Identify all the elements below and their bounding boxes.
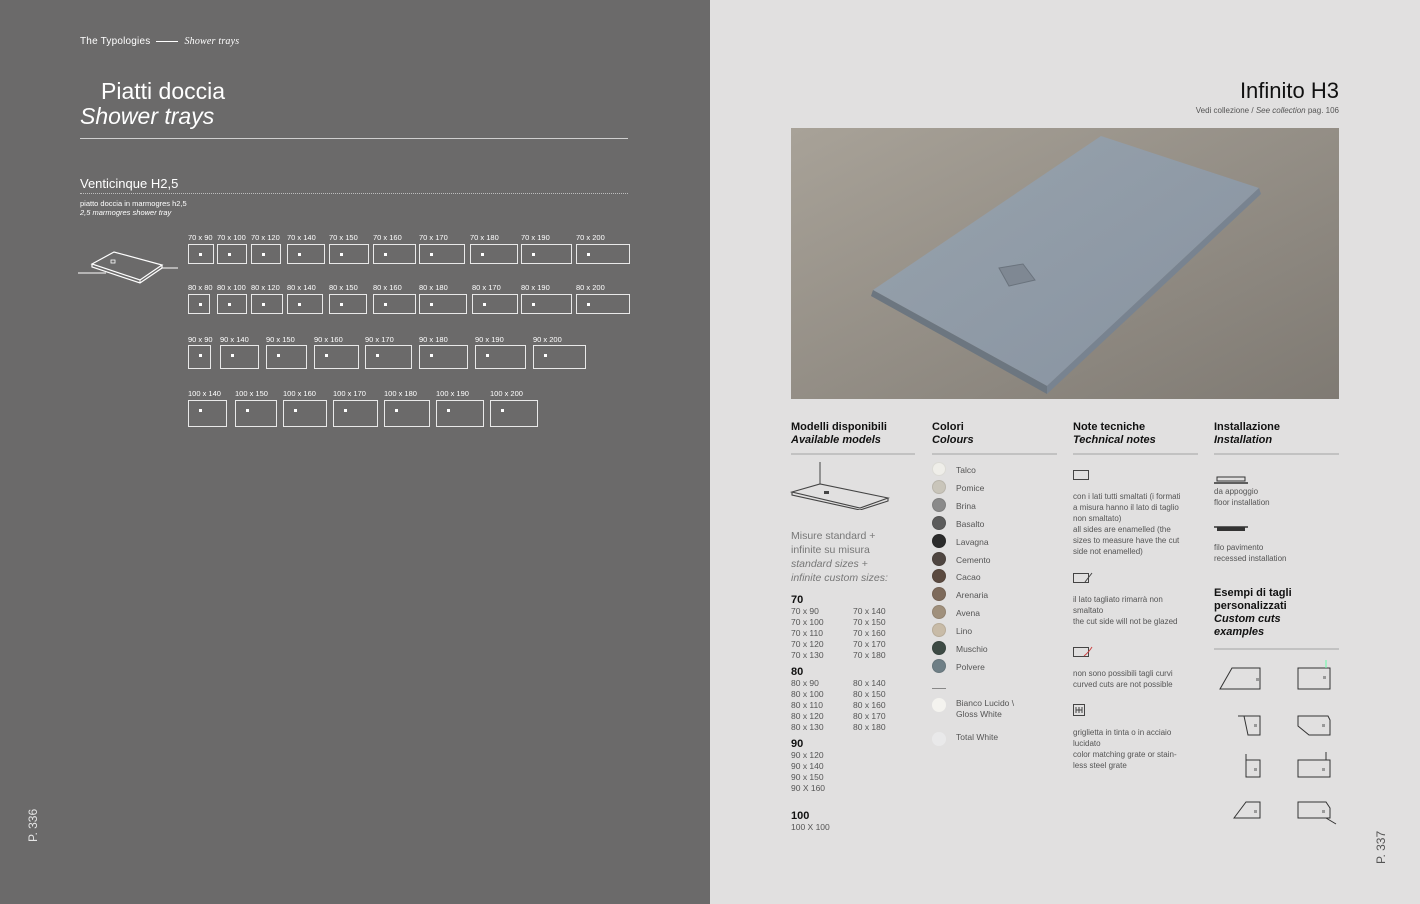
colour-swatch xyxy=(932,587,946,601)
note-cut-side xyxy=(1073,594,1203,627)
size-label: 70 x 180 xyxy=(470,233,499,242)
size-value: 80 x 150 xyxy=(853,689,886,699)
note-grate xyxy=(1073,727,1203,771)
page-number: P. 336 xyxy=(26,808,40,842)
note-line: da appoggio xyxy=(1214,487,1259,496)
colour-swatch xyxy=(932,534,946,548)
product-photo xyxy=(791,128,1339,399)
size-box xyxy=(188,244,214,264)
notes-heading-it: Note tecniche xyxy=(1073,421,1146,433)
colour-swatch-gloss xyxy=(932,732,946,746)
colour-name-gloss: Bianco Lucido \ Gloss White xyxy=(956,698,1015,719)
size-box xyxy=(533,345,586,369)
install-column xyxy=(1214,421,1339,455)
colours-divider xyxy=(932,453,1057,455)
size-group-label: 90 xyxy=(791,738,804,750)
size-value: 70 x 120 xyxy=(791,639,824,649)
tray-model-icon xyxy=(790,458,890,510)
size-label: 90 x 180 xyxy=(419,335,448,344)
note-line: il lato tagliato rimarrà non xyxy=(1073,595,1163,604)
note-line: color matching grate or stain- xyxy=(1073,750,1177,759)
size-label: 100 x 160 xyxy=(283,389,316,398)
size-label: 90 x 150 xyxy=(266,335,295,344)
note-line: non sono possibili tagli curvi xyxy=(1073,669,1173,678)
size-box xyxy=(235,400,277,427)
custom-cuts-it-1: Esempi di tagli xyxy=(1214,587,1292,599)
size-value: 70 x 140 xyxy=(853,606,886,616)
size-group xyxy=(791,738,921,794)
size-value: 70 x 170 xyxy=(853,639,886,649)
size-box xyxy=(329,294,367,314)
size-box xyxy=(521,294,572,314)
size-label: 90 x 190 xyxy=(475,335,504,344)
size-box xyxy=(188,400,227,427)
size-group-label: 80 xyxy=(791,666,804,678)
colour-swatch xyxy=(932,516,946,530)
cut-side-icon xyxy=(1073,572,1093,584)
models-heading-en: Available models xyxy=(791,434,881,446)
size-group xyxy=(791,666,921,733)
note-line: side not enamelled) xyxy=(1073,547,1143,556)
page-title-it: Piatti doccia xyxy=(101,78,226,104)
colour-name: Muschio xyxy=(956,644,988,654)
note-line: recessed installation xyxy=(1214,554,1287,563)
size-label: 80 x 170 xyxy=(472,283,501,292)
custom-cuts-en-2: examples xyxy=(1214,626,1265,638)
size-label: 80 x 150 xyxy=(329,283,358,292)
size-label: 100 x 150 xyxy=(235,389,268,398)
size-label: 70 x 160 xyxy=(373,233,402,242)
size-box xyxy=(217,244,247,264)
size-value: 70 x 180 xyxy=(853,650,886,660)
size-box xyxy=(521,244,572,264)
note-line: griglietta in tinta o in acciaio xyxy=(1073,728,1172,737)
size-box xyxy=(314,345,359,369)
size-label: 100 x 200 xyxy=(490,389,523,398)
note-curved-cut xyxy=(1073,668,1203,690)
size-value: 80 x 120 xyxy=(791,711,824,721)
size-box xyxy=(384,400,430,427)
sizes-intro-it-1: Misure standard + xyxy=(791,530,876,542)
size-box xyxy=(365,345,412,369)
colour-name: Lavagna xyxy=(956,536,989,547)
colour-name-gloss: Total White xyxy=(956,732,999,742)
size-group-label: 70 xyxy=(791,594,804,606)
page-title-en: Shower trays xyxy=(80,103,215,129)
size-box xyxy=(220,345,259,369)
size-value: 70 x 110 xyxy=(791,628,823,638)
note-line: non smaltato) xyxy=(1073,514,1122,523)
colour-swatch xyxy=(932,552,946,566)
size-group xyxy=(791,810,921,833)
colour-name: Polvere xyxy=(956,661,985,672)
sizes-intro-en-1: standard sizes + xyxy=(791,558,868,570)
colour-swatch xyxy=(932,605,946,619)
size-group-label: 100 xyxy=(791,810,810,822)
colour-name: Cemento xyxy=(956,554,991,565)
size-value: 70 x 130 xyxy=(791,650,824,660)
size-value: 90 X 160 xyxy=(791,783,826,793)
sizes-intro-it-2: infinite su misura xyxy=(791,544,870,556)
see-collection-en: See collection xyxy=(1255,106,1306,115)
size-box xyxy=(419,345,468,369)
size-label: 100 x 140 xyxy=(188,389,221,398)
size-value: 80 x 180 xyxy=(853,722,886,732)
size-value: 70 x 160 xyxy=(853,628,886,638)
size-label: 80 x 200 xyxy=(576,283,605,292)
size-box xyxy=(472,294,518,314)
right-page xyxy=(710,0,1420,904)
size-value: 70 x 100 xyxy=(791,617,824,627)
size-box xyxy=(283,400,327,427)
size-value: 80 x 110 xyxy=(791,700,823,710)
size-box xyxy=(287,244,325,264)
size-label: 80 x 120 xyxy=(251,283,280,292)
colour-name: Cacao xyxy=(956,572,981,583)
note-enamel xyxy=(1073,491,1203,557)
size-label: 90 x 200 xyxy=(533,335,562,344)
note-line: sizes to measure have the cut xyxy=(1073,536,1180,545)
colour-name: Brina xyxy=(956,500,976,511)
models-divider xyxy=(791,453,915,455)
size-label: 90 x 160 xyxy=(314,335,343,344)
size-label: 70 x 120 xyxy=(251,233,280,242)
install-heading-it: Installazione xyxy=(1214,421,1281,433)
size-label: 90 x 140 xyxy=(220,335,249,344)
size-box xyxy=(188,345,211,369)
install-heading-en: Installation xyxy=(1214,434,1273,446)
size-value: 70 x 150 xyxy=(853,617,886,627)
colour-swatch xyxy=(932,569,946,583)
size-value: 80 x 100 xyxy=(791,689,824,699)
product-desc-en: 2,5 marmogres shower tray xyxy=(80,208,172,217)
size-box xyxy=(188,294,210,314)
size-label: 100 x 190 xyxy=(436,389,469,398)
size-group xyxy=(791,594,921,661)
note-line: all sides are enamelled (the xyxy=(1073,525,1171,534)
colours-column xyxy=(932,421,1057,455)
size-value: 80 x 160 xyxy=(853,700,886,710)
size-label: 80 x 190 xyxy=(521,283,550,292)
floor-install-icon xyxy=(1214,474,1248,484)
note-line: curved cuts are not possible xyxy=(1073,680,1173,689)
size-box xyxy=(217,294,247,314)
size-box xyxy=(373,294,416,314)
custom-cuts-heading xyxy=(1214,587,1339,639)
size-label: 90 x 90 xyxy=(188,335,213,344)
size-label: 90 x 170 xyxy=(365,335,394,344)
size-box xyxy=(329,244,369,264)
models-column xyxy=(791,421,915,455)
colour-swatch xyxy=(932,659,946,673)
note-line: lucidato xyxy=(1073,739,1101,748)
size-box xyxy=(475,345,526,369)
size-value: 80 x 170 xyxy=(853,711,886,721)
size-box xyxy=(373,244,416,264)
curved-cut-icon xyxy=(1073,646,1093,658)
models-heading-it: Modelli disponibili xyxy=(791,421,887,433)
page-number: P. 337 xyxy=(1374,830,1388,864)
recessed-install-icon xyxy=(1214,524,1248,534)
size-label: 70 x 100 xyxy=(217,233,246,242)
grate-icon xyxy=(1073,704,1085,716)
size-box xyxy=(490,400,538,427)
colour-name: Pomice xyxy=(956,482,985,493)
colour-separator xyxy=(932,688,946,689)
install-floor xyxy=(1214,486,1339,508)
note-line: the cut side will not be glazed xyxy=(1073,617,1178,626)
size-box xyxy=(251,294,283,314)
colours-heading-en: Colours xyxy=(932,434,974,446)
size-value: 80 x 140 xyxy=(853,678,886,688)
size-box xyxy=(470,244,518,264)
size-label: 80 x 140 xyxy=(287,283,316,292)
colour-name: Talco xyxy=(956,465,976,475)
custom-cuts-it-2: personalizzati xyxy=(1214,600,1287,612)
size-box xyxy=(419,294,467,314)
breadcrumb-sub: Shower trays xyxy=(184,36,240,47)
size-label: 70 x 90 xyxy=(188,233,213,242)
colour-swatch xyxy=(932,623,946,637)
note-line: a misura hanno il lato di taglio xyxy=(1073,503,1179,512)
note-line: filo pavimento xyxy=(1214,543,1264,552)
install-divider xyxy=(1214,453,1339,455)
colour-swatches xyxy=(932,462,1057,762)
size-value: 70 x 90 xyxy=(791,606,819,616)
size-box xyxy=(419,244,465,264)
size-label: 80 x 100 xyxy=(217,283,246,292)
sizes-intro xyxy=(791,529,921,585)
colour-swatch xyxy=(932,641,946,655)
size-label: 100 x 180 xyxy=(384,389,417,398)
sizes-intro-en-2: infinite custom sizes: xyxy=(791,572,888,584)
size-box xyxy=(251,244,281,264)
size-value: 90 x 150 xyxy=(791,772,824,782)
see-collection-it: Vedi collezione / xyxy=(1195,106,1254,115)
notes-heading-en: Technical notes xyxy=(1073,434,1156,446)
colour-name: Avena xyxy=(956,608,980,619)
colour-name: Lino xyxy=(956,626,973,637)
size-label: 70 x 200 xyxy=(576,233,605,242)
size-value: 90 x 140 xyxy=(791,761,824,771)
see-collection xyxy=(1196,106,1339,115)
size-value: 80 x 90 xyxy=(791,678,819,688)
size-box xyxy=(287,294,323,314)
see-collection-page: pag. 106 xyxy=(1307,106,1339,115)
size-label: 70 x 190 xyxy=(521,233,550,242)
breadcrumb-section: The Typologies xyxy=(80,36,151,47)
custom-cuts-en-1: Custom cuts xyxy=(1214,613,1281,625)
colour-swatch xyxy=(932,462,946,476)
size-box xyxy=(266,345,307,369)
size-label: 70 x 140 xyxy=(287,233,316,242)
note-line: floor installation xyxy=(1214,498,1270,507)
collection-title: Infinito H3 xyxy=(1239,78,1339,103)
size-label: 70 x 150 xyxy=(329,233,358,242)
colour-swatch-gloss xyxy=(932,698,946,712)
custom-cuts-divider xyxy=(1214,648,1339,650)
colours-heading-it: Colori xyxy=(932,421,964,433)
size-value: 80 x 130 xyxy=(791,722,824,732)
size-label: 80 x 80 xyxy=(188,283,213,292)
size-label: 70 x 170 xyxy=(419,233,448,242)
size-label: 80 x 160 xyxy=(373,283,402,292)
note-line: con i lati tutti smaltati (i formati xyxy=(1073,492,1181,501)
notes-column xyxy=(1073,421,1198,455)
note-line: smaltato xyxy=(1073,606,1104,615)
size-label: 100 x 170 xyxy=(333,389,366,398)
notes-divider xyxy=(1073,453,1198,455)
size-label: 80 x 180 xyxy=(419,283,448,292)
size-box xyxy=(436,400,484,427)
enamel-icon xyxy=(1073,470,1089,480)
colour-name: Arenaria xyxy=(956,590,989,601)
size-box xyxy=(576,244,630,264)
product-name: Venticinque H2,5 xyxy=(80,176,179,191)
size-box xyxy=(333,400,378,427)
note-line: less steel grate xyxy=(1073,761,1127,770)
install-recessed xyxy=(1214,542,1339,564)
colour-swatch xyxy=(932,480,946,494)
size-value: 100 X 100 xyxy=(791,822,830,832)
colour-swatch xyxy=(932,498,946,512)
colour-name: Basalto xyxy=(956,518,985,529)
product-desc-it: piatto doccia in marmogres h2,5 xyxy=(80,199,187,208)
custom-cuts-diagram xyxy=(1214,656,1339,828)
size-box xyxy=(576,294,630,314)
shower-tray-photo-illustration xyxy=(791,128,1339,399)
size-value: 90 x 120 xyxy=(791,750,824,760)
